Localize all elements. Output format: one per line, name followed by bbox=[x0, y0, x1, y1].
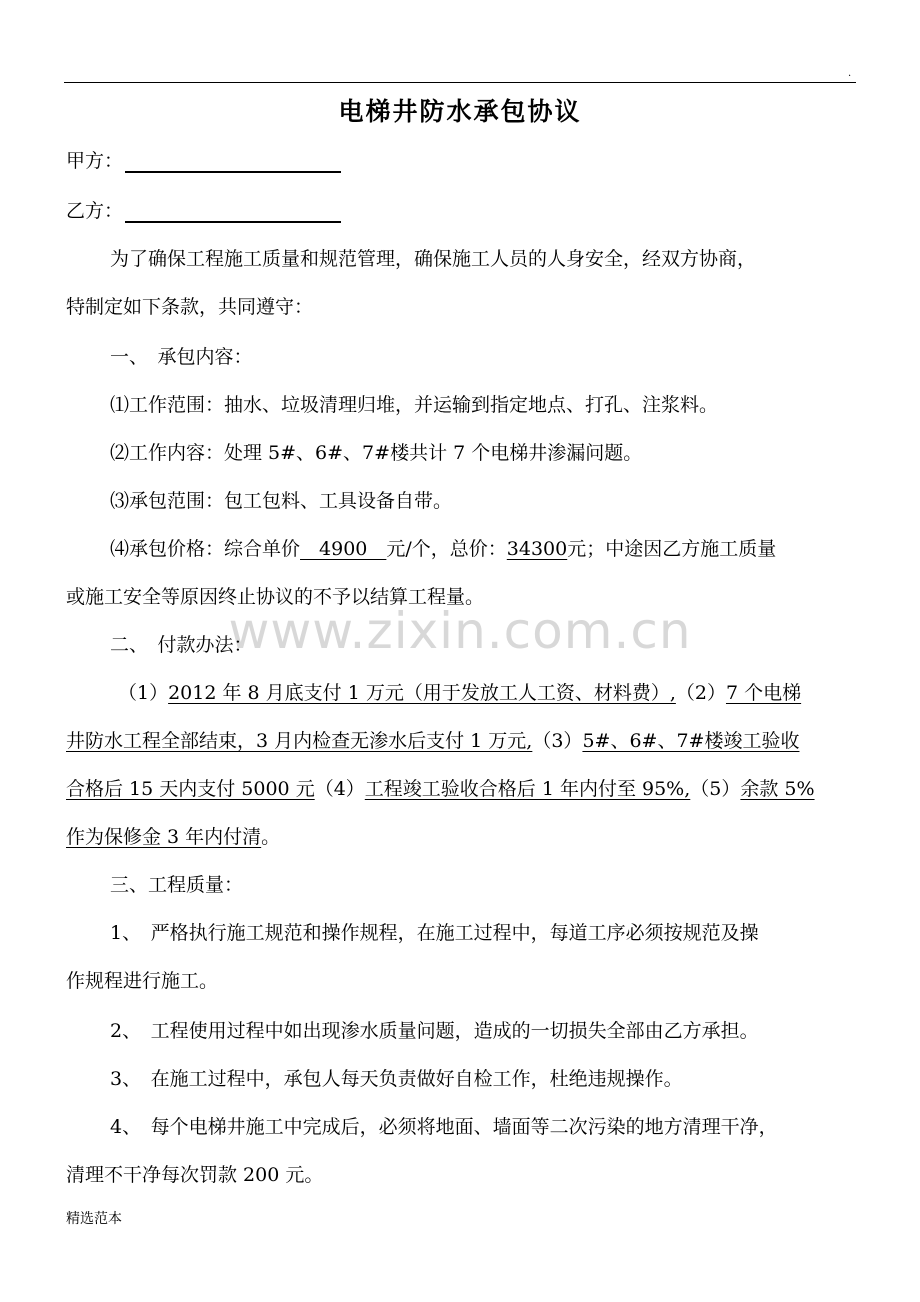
payment-4-text: 工程竣工验收合格后 1 年内付至 95%, bbox=[364, 778, 691, 800]
party-a-blank bbox=[125, 151, 341, 173]
payment-1-num: （1） bbox=[118, 682, 169, 704]
payment-5-text-start: 余款 5% bbox=[740, 778, 815, 800]
s3-item-1: 1、 严格执行施工规范和操作规程，在施工过程中，每道工序必须按规范及操 bbox=[110, 922, 759, 944]
s3-item-4-line-2: 清理不干净每次罚款 200 元。 bbox=[66, 1164, 324, 1186]
s3-item-4: 4、 每个电梯井施工中完成后，必须将地面、墙面等二次污染的地方清理干净， bbox=[110, 1116, 778, 1138]
party-b-line bbox=[66, 196, 341, 223]
payment-line-3 bbox=[66, 774, 815, 801]
header-dot: . bbox=[848, 68, 852, 79]
payment-3-text-end: 合格后 15 天内支付 5000 元 bbox=[66, 778, 315, 800]
section-2-heading: 二、 付款办法： bbox=[110, 634, 253, 656]
total-price: 34300 bbox=[506, 538, 568, 560]
s3-item-2: 2、 工程使用过程中如出现渗水质量问题，造成的一切损失全部由乙方承担。 bbox=[110, 1020, 759, 1042]
intro-line-2: 特制定如下条款，共同遵守： bbox=[66, 296, 314, 318]
s1-item-4 bbox=[110, 534, 776, 561]
payment-1-text: 2012 年 8 月底支付 1 万元（用于发放工人工资、材料费）, bbox=[168, 682, 676, 704]
payment-line-2 bbox=[66, 726, 799, 753]
party-a-label: 甲方： bbox=[66, 150, 124, 172]
payment-2-text-end: 井防水工程全部结束，3 月内检查无渗水后支付 1 万元, bbox=[66, 730, 533, 752]
payment-line-4 bbox=[66, 822, 280, 849]
payment-end-punct: 。 bbox=[261, 826, 281, 848]
s1-item-4-mid: 元/个，总价： bbox=[386, 538, 507, 560]
footer-text: 精选范本 bbox=[66, 1211, 122, 1227]
s1-item-3: ⑶承包范围：包工包料、工具设备自带。 bbox=[110, 490, 453, 512]
s1-item-1: ⑴工作范围：抽水、垃圾清理归堆，并运输到指定地点、打孔、注浆料。 bbox=[110, 394, 719, 416]
watermark: www.zixin.com.cn bbox=[228, 602, 692, 660]
payment-3-num: （3） bbox=[532, 730, 583, 752]
intro-line-1: 为了确保工程施工质量和规范管理，确保施工人员的人身安全，经双方协商， bbox=[110, 248, 757, 270]
s1-item-4-label: ⑷承包价格：综合单价 bbox=[110, 538, 301, 560]
s3-item-1-line-2: 作规程进行施工。 bbox=[66, 970, 219, 992]
document-title: 电梯井防水承包协议 bbox=[338, 97, 582, 126]
payment-5-text-end: 作为保修金 3 年内付清 bbox=[66, 826, 262, 848]
payment-2-num: （2） bbox=[675, 682, 726, 704]
section-3-heading: 三、工程质量： bbox=[110, 874, 244, 896]
payment-5-num: （5） bbox=[690, 778, 741, 800]
header-rule bbox=[64, 82, 856, 83]
payment-2-text-start: 7 个电梯 bbox=[725, 682, 802, 704]
s1-item-4-end: 元；中途因乙方施工质量 bbox=[567, 538, 777, 560]
payment-4-num: （4） bbox=[314, 778, 365, 800]
payment-line-1 bbox=[118, 678, 801, 705]
s1-item-4-line-2: 或施工安全等原因终止协议的不予以结算工程量。 bbox=[66, 586, 485, 608]
party-a-line bbox=[66, 146, 341, 173]
party-b-blank bbox=[125, 201, 341, 223]
s3-item-3: 3、 在施工过程中，承包人每天负责做好自检工作，杜绝违规操作。 bbox=[110, 1068, 683, 1090]
payment-3-text-start: 5#、6#、7#楼竣工验收 bbox=[582, 730, 800, 752]
section-1-heading: 一、 承包内容： bbox=[110, 346, 253, 368]
party-b-label: 乙方： bbox=[66, 200, 124, 222]
s1-item-2: ⑵工作内容：处理 5#、6#、7#楼共计 7 个电梯井渗漏问题。 bbox=[110, 442, 643, 464]
unit-price: 4900 bbox=[300, 538, 387, 560]
